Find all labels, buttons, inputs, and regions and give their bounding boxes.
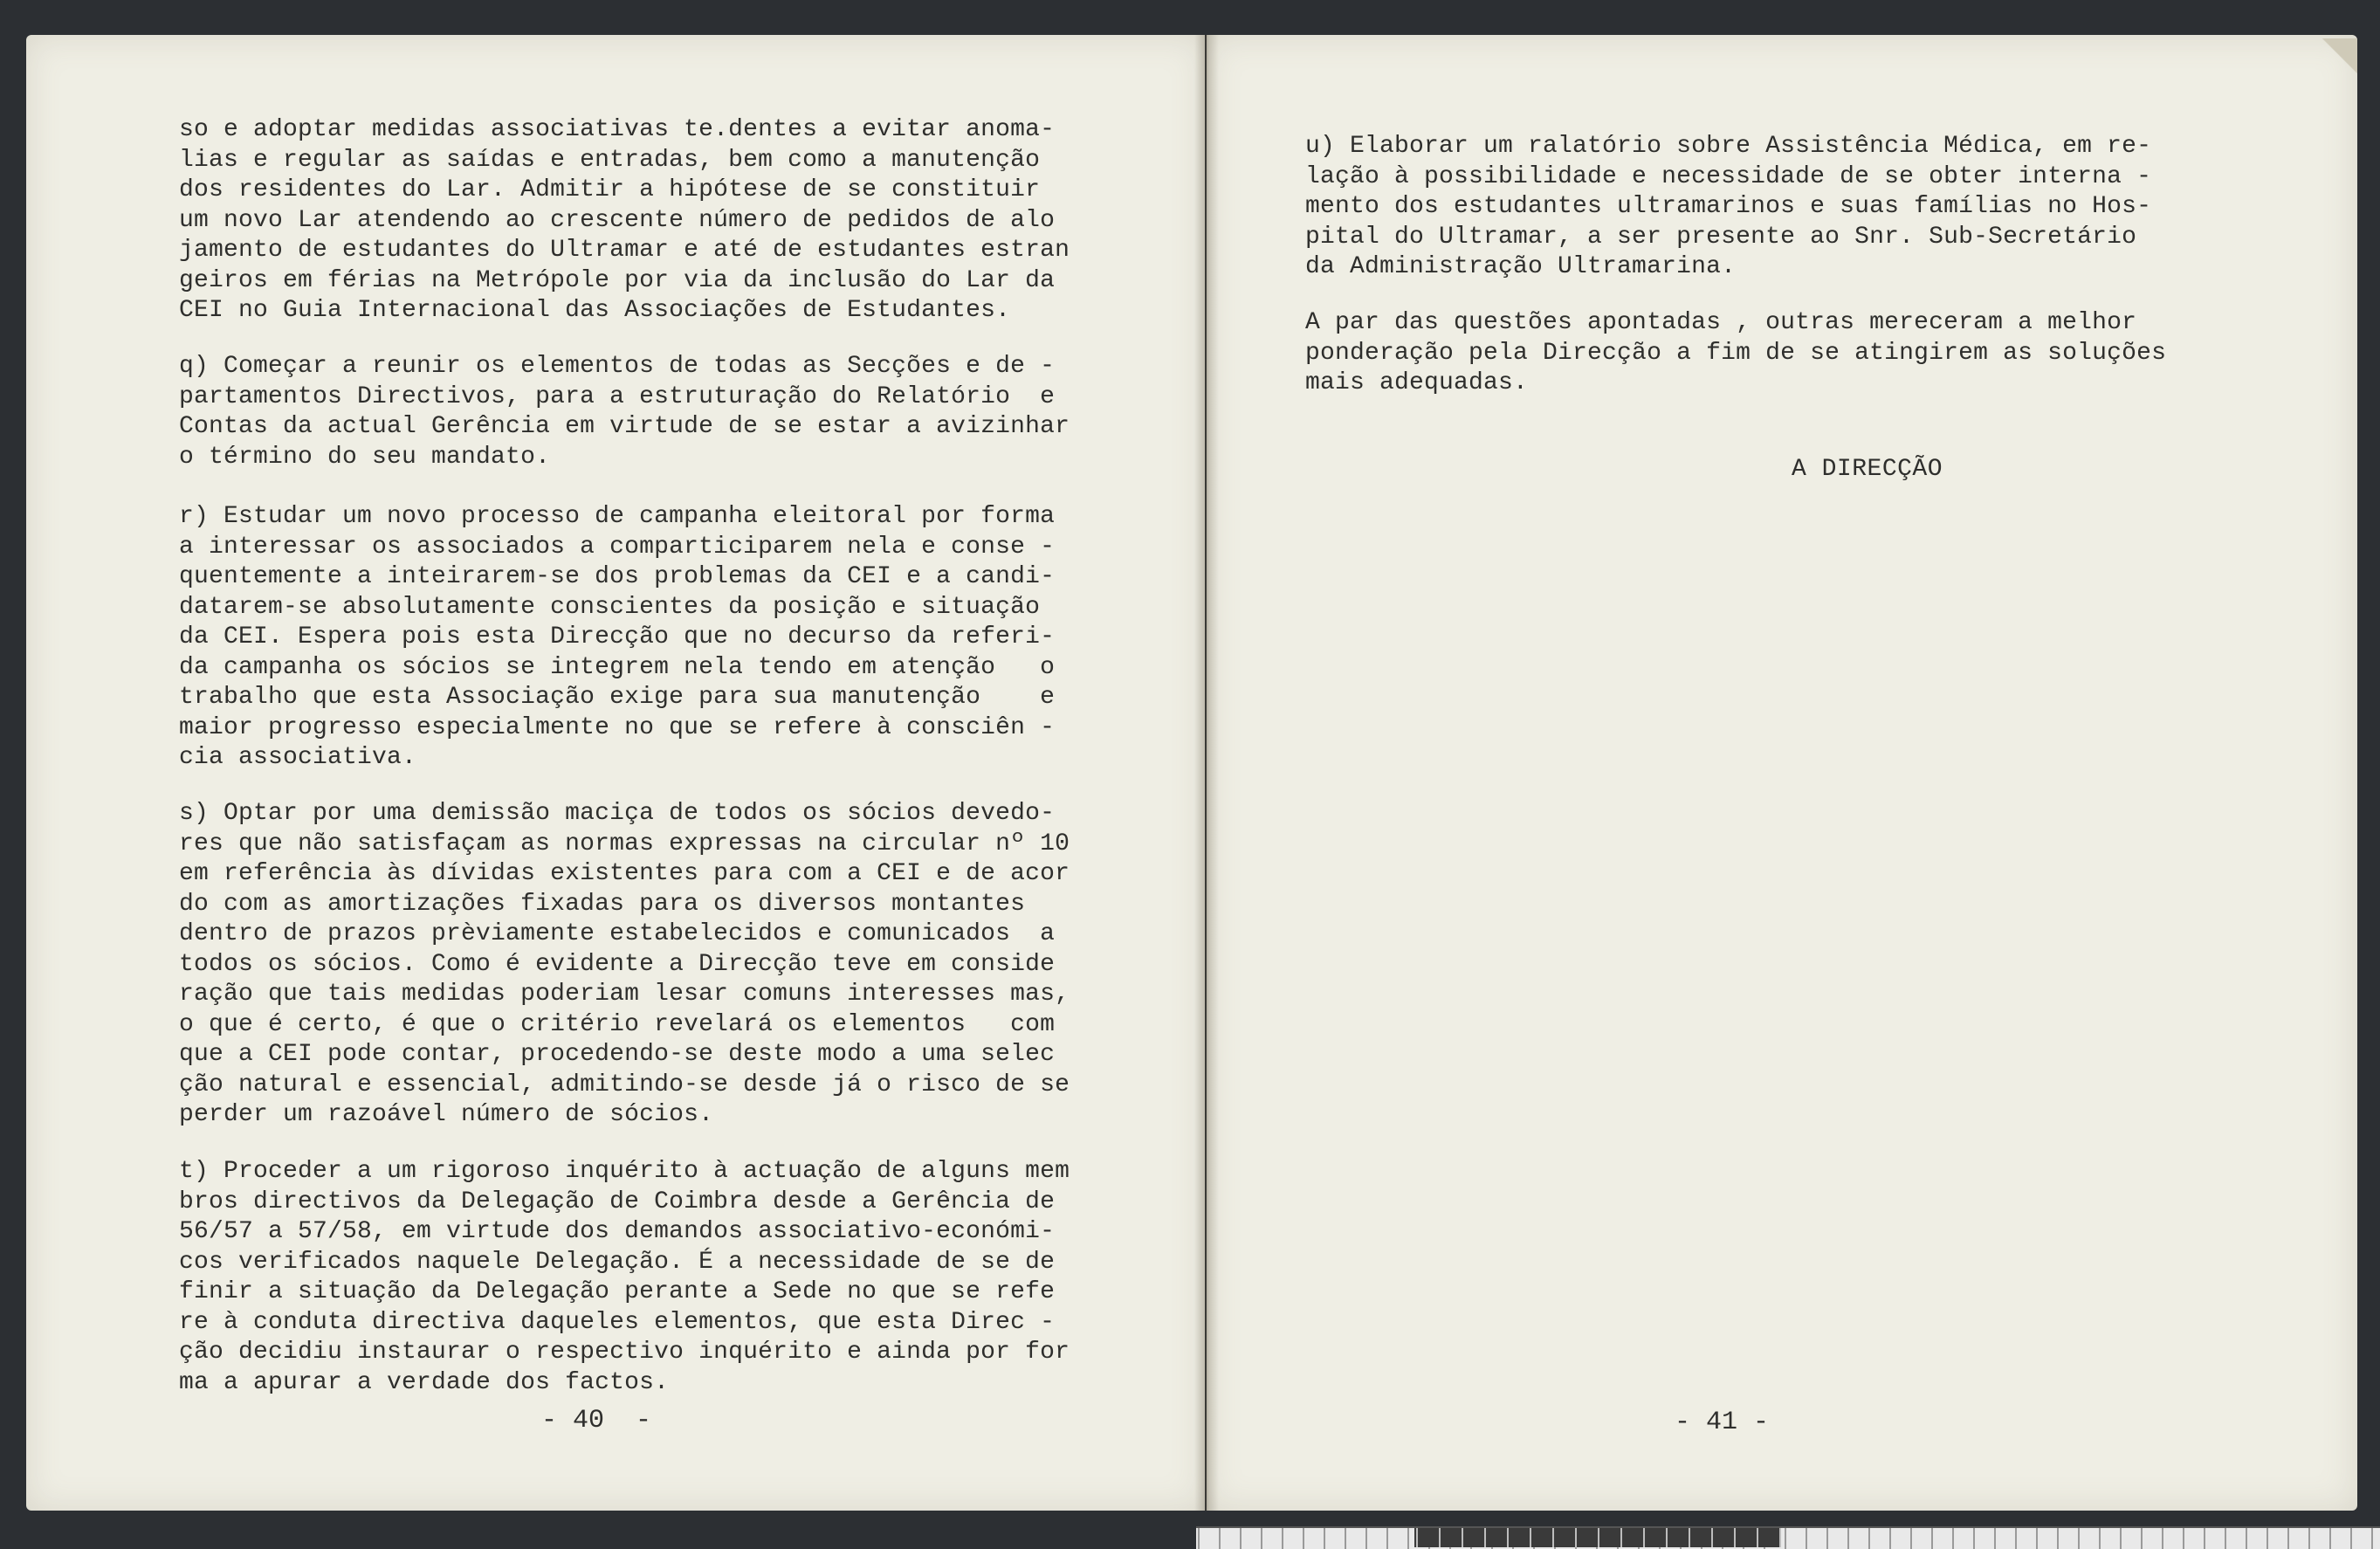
text-line: finir a situação da Delegação perante a Sede no que se refe bbox=[179, 1278, 1056, 1305]
paragraph-q bbox=[179, 352, 1070, 472]
text-line: perder um razoável número de sócios. bbox=[179, 1101, 714, 1128]
text-line: maior progresso especialmente no que se refere à consciên - bbox=[179, 713, 1056, 741]
text-line: a interessar os associados a comparticiparem nela e conse - bbox=[179, 533, 1056, 561]
scale-ruler-dark-segment bbox=[1414, 1528, 1781, 1547]
text-line: Contas da actual Gerência em virtude de se estar a avizinhar bbox=[179, 413, 1070, 440]
text-line: um novo Lar atendendo ao crescente número de pedidos de alo bbox=[179, 206, 1056, 234]
page-number-right: - 41 - bbox=[1675, 1408, 1770, 1437]
page-number-left: - 40 - bbox=[541, 1406, 652, 1435]
text-line: datarem-se absolutamente conscientes da posição e situação bbox=[179, 593, 1041, 621]
text-line: 56/57 a 57/58, em virtude dos demandos associativo-económi- bbox=[179, 1218, 1056, 1245]
text-line: partamentos Directivos, para a estruturação do Relatório e bbox=[179, 382, 1056, 410]
scale-ruler bbox=[1196, 1526, 2380, 1549]
text-line: s) Optar por uma demissão maciça de todos os sócios devedo- bbox=[179, 800, 1056, 827]
paragraph-r bbox=[179, 502, 1055, 774]
text-line: u) Elaborar um ralatório sobre Assistência Médica, em re- bbox=[1305, 133, 2152, 160]
text-line: geiros em férias na Metrópole por via da inclusão do Lar da bbox=[179, 266, 1056, 294]
text-line: so e adoptar medidas associativas te.dentes a evitar anoma- bbox=[179, 116, 1056, 143]
text-line: CEI no Guia Internacional das Associações de Estudantes. bbox=[179, 297, 1011, 324]
text-line: trabalho que esta Associação exige para sua manutenção e bbox=[179, 684, 1056, 711]
text-line: pital do Ultramar, a ser presente ao Snr. Sub-Secretário bbox=[1305, 223, 2137, 251]
paragraph-s bbox=[179, 799, 1070, 1131]
text-line: que a CEI pode contar, procedendo-se deste modo a uma selec bbox=[179, 1041, 1056, 1068]
text-line: ção natural e essencial, admitindo-se desde já o risco de se bbox=[179, 1071, 1070, 1098]
paragraph-intro bbox=[179, 115, 1070, 327]
text-line: quentemente a inteirarem-se dos problemas da CEI e a candi- bbox=[179, 563, 1056, 590]
text-line: da CEI. Espera pois esta Direcção que no decurso da referi- bbox=[179, 623, 1056, 651]
text-line: ração que tais medidas poderiam lesar comuns interesses mas, bbox=[179, 981, 1070, 1008]
text-line: jamento de estudantes do Ultramar e até de estudantes estran bbox=[179, 237, 1070, 264]
text-line: todos os sócios. Como é evidente a Direcção teve em conside bbox=[179, 950, 1056, 978]
text-line: re à conduta directiva daqueles elementos, que esta Direc - bbox=[179, 1308, 1056, 1336]
text-line: ção decidiu instaurar o respectivo inquérito e ainda por for bbox=[179, 1339, 1070, 1366]
paragraph-closing bbox=[1305, 308, 2166, 399]
text-line: dentro de prazos prèviamente estabelecidos e comunicados a bbox=[179, 920, 1056, 947]
text-line: cia associativa. bbox=[179, 744, 417, 771]
text-line: mais adequadas. bbox=[1305, 369, 1529, 396]
text-line: o término do seu mandato. bbox=[179, 443, 551, 471]
text-line: o que é certo, é que o critério revelará os elementos com bbox=[179, 1010, 1056, 1038]
text-line: lação à possibilidade e necessidade de se obter interna - bbox=[1305, 162, 2152, 190]
paragraph-t bbox=[179, 1157, 1070, 1398]
text-line: ponderação pela Direcção a fim de se atingirem as soluções bbox=[1305, 339, 2167, 367]
text-line: t) Proceder a um rigoroso inquérito à actuação de alguns mem bbox=[179, 1158, 1070, 1185]
page-corner-fold bbox=[2321, 38, 2357, 73]
book-gutter bbox=[1194, 35, 1219, 1511]
text-line: dos residentes do Lar. Admitir a hipótese de se constituir bbox=[179, 176, 1041, 203]
text-line: da Administração Ultramarina. bbox=[1305, 253, 1737, 280]
text-line: r) Estudar um novo processo de campanha eleitoral por forma bbox=[179, 503, 1056, 530]
text-line: mento dos estudantes ultramarinos e suas famílias no Hos- bbox=[1305, 193, 2152, 220]
signature-heading: A DIRECÇÃO bbox=[1792, 456, 1943, 483]
text-line: A par das questões apontadas , outras mereceram a melhor bbox=[1305, 309, 2137, 336]
text-line: lias e regular as saídas e entradas, bem como a manutenção bbox=[179, 146, 1041, 174]
text-line: da campanha os sócios se integrem nela tendo em atenção o bbox=[179, 653, 1056, 681]
text-line: do com as amortizações fixadas para os diversos montantes bbox=[179, 890, 1026, 918]
text-line: res que não satisfaçam as normas expressas na circular nº 10 bbox=[179, 830, 1070, 857]
text-line: em referência às dívidas existentes para com a CEI e de acor bbox=[179, 860, 1070, 887]
text-line: bros directivos da Delegação de Coimbra desde a Gerência de bbox=[179, 1188, 1056, 1215]
text-line: q) Começar a reunir os elementos de todas as Secções e de - bbox=[179, 353, 1056, 380]
text-line: cos verificados naquele Delegação. É a necessidade de se de bbox=[179, 1248, 1056, 1276]
text-line: ma a apurar a verdade dos factos. bbox=[179, 1368, 670, 1396]
paragraph-u bbox=[1305, 132, 2151, 283]
